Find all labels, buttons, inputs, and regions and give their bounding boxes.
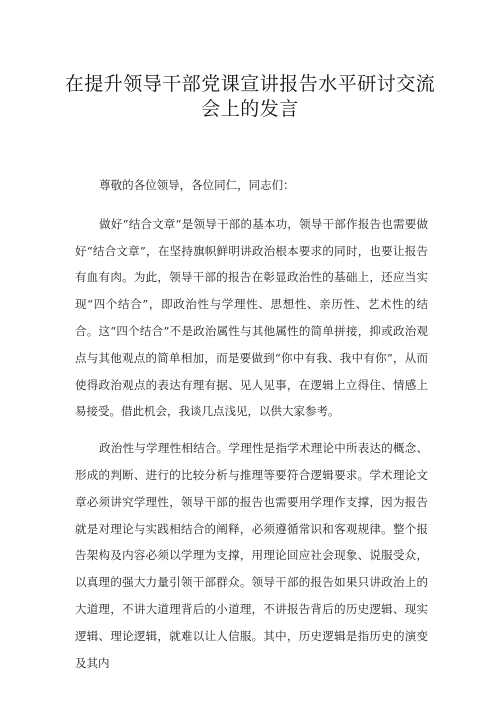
salutation: 尊敬的各位领导，各位同仁，同志们： xyxy=(99,178,295,192)
document-body xyxy=(75,172,428,686)
paragraph: 做好“结合文章”是领导干部的基本功，领导干部作报告也需要做好“结合文章”，在坚持旗帜鲜明讲政治根本要求的同时，也要让报告有血有肉。为此，领导干部的报告在彰显政治性的基础上，还应当实现“四个结合”，即政治性与学理性、思想性、亲历性、艺术性的结合。这“四个结合”不是政治属性与其他属性的简单拼接，抑或政治观点与其他观点的简单相加，而是要做到“你中有我、我中有你”，从而使得政治观点的表达有理有据、见人见事，在逻辑上立得住、情感上易接受。借此机会，我谈几点浅见，以供大家参考。 xyxy=(75,216,428,419)
paragraph: 政治性与学理性相结合。学理性是指学术理论中所表达的概念、形成的判断、进行的比较分析与推理等要符合逻辑要求。学术理论文章必须讲究学理性，领导干部的报告也需要用学理作支撑，因为报告就是对理论与实践相结合的阐释，必须遵循常识和客观规律。整个报告架构及内容必须以学理为支撑，用理论回应社会现象、说服受众，以真理的强大力量引领干部群众。领导干部的报告如果只讲政治上的大道理，不讲大道理背后的小道理，不讲报告背后的历史逻辑、现实逻辑、理论逻辑，就难以让人信服。其中，历史逻辑是指历史的演变及其内 xyxy=(75,441,428,670)
document-title: 在提升领导干部党课宣讲报告水平研讨交流会上的发言 xyxy=(64,73,436,120)
